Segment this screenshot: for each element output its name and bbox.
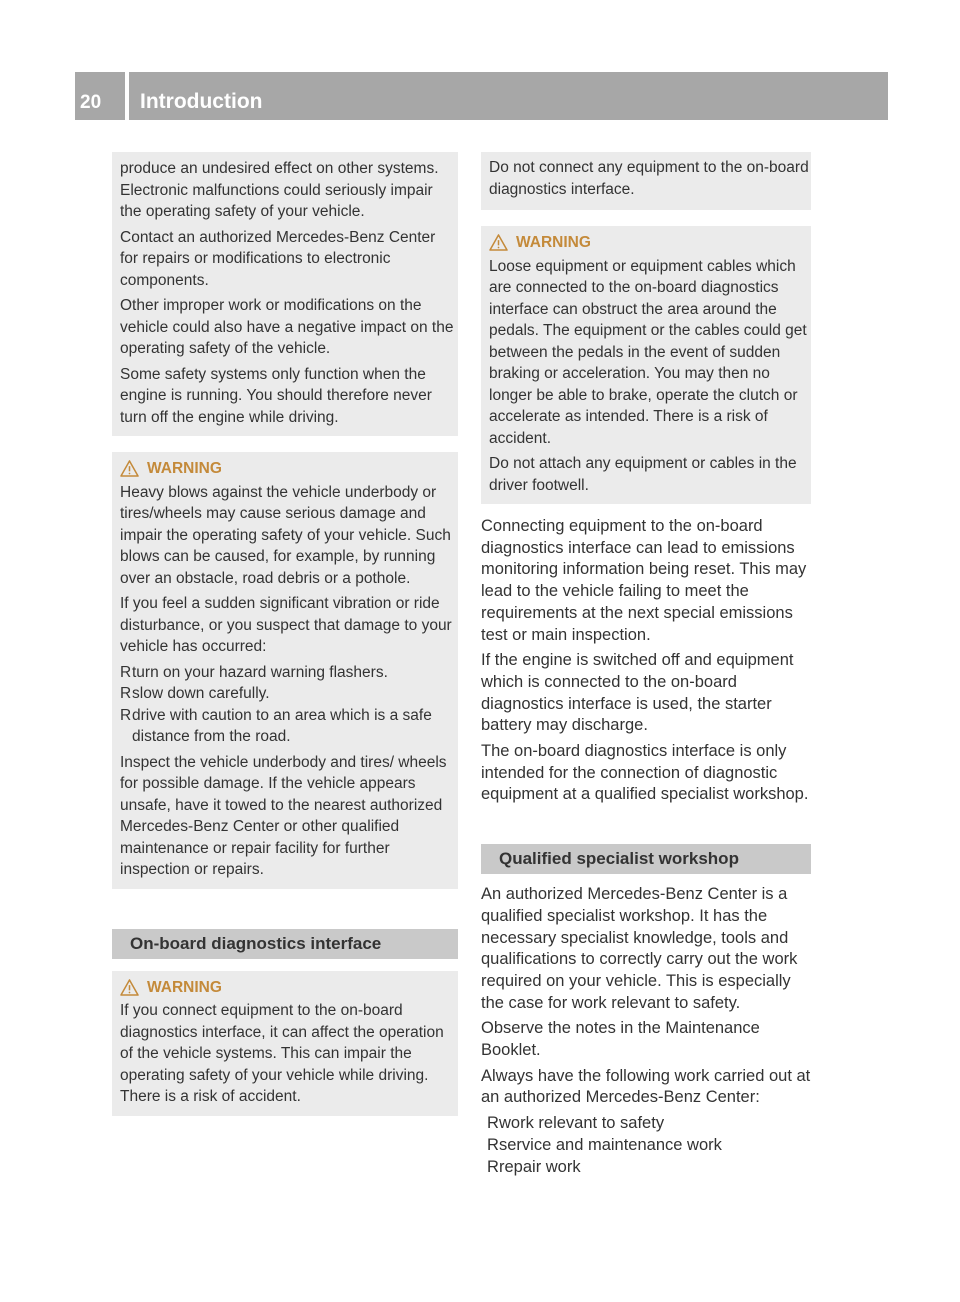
body-text: [481, 884, 811, 1178]
warning-header: [489, 232, 809, 254]
paragraph: Inspect the vehicle underbody and tires/ wheels for possible damage. If the vehicle appears unsafe, have it towed to the nearest authorized Mercedes-Benz Center or other qualified maintenance or repair facility for further inspection or repairs.: [120, 753, 447, 878]
list-item: R turn on your hazard warning flashers.: [120, 663, 388, 681]
section-heading-obd: On-board diagnostics interface: [112, 929, 458, 959]
info-box: [481, 152, 811, 210]
list-item: R service and maintenance work: [487, 1135, 722, 1154]
warning-box: [112, 971, 458, 1116]
warning-triangle-icon: [120, 979, 139, 996]
warning-label: WARNING: [147, 978, 222, 996]
body-text: [481, 516, 811, 806]
list-item: R repair work: [487, 1157, 581, 1176]
paragraph: If you connect equipment to the on-board diagnostics interface, it can affect the operation of the vehicle systems. This can impair the operating safety of your vehicle while driving. There is a risk of accident.: [120, 1002, 444, 1105]
paragraph: If the engine is switched off and equipment which is connected to the on-board diagnostics interface is used, the starter battery may discharge.: [481, 651, 794, 735]
page-number: 20: [80, 92, 102, 113]
paragraph: Do not connect any equipment to the on-board diagnostics interface.: [489, 159, 809, 198]
warning-label: WARNING: [516, 234, 591, 251]
paragraph: Connecting equipment to the on-board diagnostics interface can lead to emissions monitoring information being reset. This may lead to the vehicle failing to meet the requirements at the next special emissions test or main inspection.: [481, 517, 807, 644]
section-heading-workshop: Qualified specialist workshop: [481, 844, 811, 874]
paragraph: Observe the notes in the Maintenance Booklet.: [481, 1019, 760, 1060]
list-item: R slow down carefully.: [120, 685, 270, 702]
paragraph: Loose equipment or equipment cables which are connected to the on-board diagnostics interface can obstruct the area around the pedals. The equipment or the cables could get between the pedals in the event of sudden braking or acceleration. You may then no longer be able to brake, operate the clutch or accelerate as intended. There is a risk of accident.: [489, 257, 807, 447]
warning-triangle-icon: [120, 460, 139, 477]
paragraph: Always have the following work carried out at an authorized Mercedes-Benz Center:: [481, 1066, 811, 1107]
paragraph: Some safety systems only function when the engine is running. You should therefore never turn off the engine while driving.: [120, 365, 432, 426]
paragraph: The on-board diagnostics interface is only intended for the connection of diagnostic equipment at a qualified specialist workshop.: [481, 742, 809, 804]
paragraph: Do not attach any equipment or cables in the driver footwell.: [489, 455, 797, 494]
paragraph: produce an undesired effect on other systems. Electronic malfunctions could seriously impair the operating safety of your vehicle.: [120, 160, 439, 220]
paragraph: Contact an authorized Mercedes-Benz Center for repairs or modifications to electronic components.: [120, 228, 436, 289]
warning-box: [112, 452, 458, 889]
list-item: R work relevant to safety: [487, 1114, 665, 1133]
section-title: Introduction: [140, 90, 263, 113]
warning-header: [120, 458, 456, 480]
right-column: [481, 152, 811, 1178]
paragraph: Other improper work or modifications on the vehicle could also have a negative impact on the operating safety of the vehicle.: [120, 297, 454, 357]
paragraph: Heavy blows against the vehicle underbody or tires/wheels may cause serious damage and impair the operating safety of your vehicle. Such blows can be caused, for example, by running over an obstacle, road debris or a pothole.: [120, 483, 451, 587]
header-divider: [125, 72, 129, 120]
list-item: R drive with caution to an area which is a safe distance from the road.: [120, 706, 432, 745]
warning-header: [120, 977, 456, 999]
left-column: [112, 152, 458, 1116]
paragraph: An authorized Mercedes-Benz Center is a qualified specialist workshop. It has the necessary specialist knowledge, tools and qualifications to correctly carry out the work required on your vehicle. This is especially the case for work relevant to safety.: [481, 885, 798, 1012]
info-box: [112, 152, 458, 436]
warning-triangle-icon: [489, 234, 508, 251]
paragraph: If you feel a sudden significant vibration or ride disturbance, or you suspect that damage to your vehicle has occurred:: [120, 595, 452, 655]
warning-box: [481, 226, 811, 504]
warning-label: WARNING: [147, 460, 222, 477]
